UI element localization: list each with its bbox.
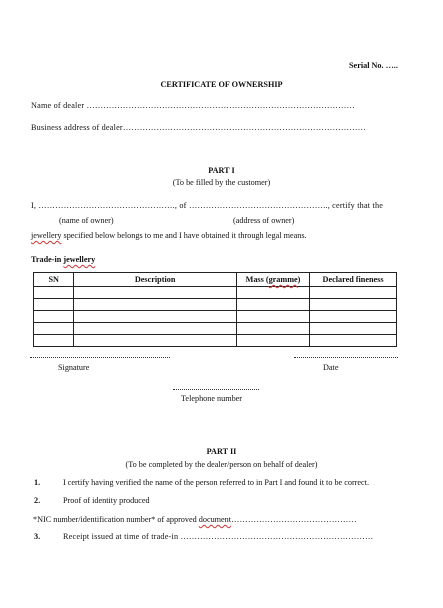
table-cell[interactable] xyxy=(74,287,237,299)
column-header-fineness: Declared fineness xyxy=(310,273,397,287)
trade-in-heading-text: Trade-in xyxy=(31,255,64,264)
part2-subheading: (To be completed by the dealer/person on behalf of dealer) xyxy=(125,460,318,469)
dealer-name-field: Name of dealer …………………………………………………………………………………… xyxy=(31,101,355,110)
dealer-address-field: Business address of dealer…………………………………………………………………………… xyxy=(31,123,367,132)
mass-header-b: gramme xyxy=(268,275,298,284)
table-row[interactable] xyxy=(34,299,397,311)
table-cell[interactable] xyxy=(310,299,397,311)
nic-document-word: document xyxy=(198,515,232,524)
nic-dots: ……………………………………… xyxy=(231,515,357,524)
serial-number: Serial No. ….. xyxy=(349,61,398,70)
table-cell[interactable] xyxy=(34,323,74,335)
table-row[interactable] xyxy=(34,323,397,335)
trade-in-heading-word: jewellery xyxy=(63,255,96,264)
owner-name-caption: (name of owner) xyxy=(59,216,114,225)
column-header-sn: SN xyxy=(34,273,74,287)
table-cell[interactable] xyxy=(74,311,237,323)
table-cell[interactable] xyxy=(34,299,74,311)
table-cell[interactable] xyxy=(236,299,309,311)
column-header-mass xyxy=(236,273,309,287)
table-cell[interactable] xyxy=(74,323,237,335)
table-cell[interactable] xyxy=(236,335,309,347)
table-cell[interactable] xyxy=(236,311,309,323)
item-1-text: I certify having verified the name of the person referred to in Part I and found it to be correct. xyxy=(63,478,369,487)
item-3-number: 3. xyxy=(34,532,41,541)
item-2-text: Proof of identity produced xyxy=(63,496,150,505)
signature-label: Signature xyxy=(58,363,90,372)
part1-heading: PART I xyxy=(208,166,235,175)
owner-name-line: I, …………………………………………., of xyxy=(31,201,187,210)
trade-in-table xyxy=(33,272,397,347)
page-title: CERTIFICATE OF OWNERSHIP xyxy=(160,80,283,89)
table-cell[interactable] xyxy=(310,287,397,299)
table-row[interactable] xyxy=(34,311,397,323)
table-header-row xyxy=(34,273,397,287)
table-row[interactable] xyxy=(34,335,397,347)
table-row[interactable] xyxy=(34,287,397,299)
table-cell[interactable] xyxy=(236,287,309,299)
table-cell[interactable] xyxy=(310,311,397,323)
declaration-text: specified below belongs to me and I have obtained it through legal means. xyxy=(61,231,307,240)
table-cell[interactable] xyxy=(310,335,397,347)
declaration-word: jewellery xyxy=(31,231,62,240)
table-cell[interactable] xyxy=(310,323,397,335)
column-header-description: Description xyxy=(74,273,237,287)
table-cell[interactable] xyxy=(74,299,237,311)
part2-heading: PART II xyxy=(206,447,237,456)
telephone-label: Telephone number xyxy=(181,394,243,403)
owner-address-line: ………………………………………….., certify that the xyxy=(189,201,384,210)
mass-header-a: Mass ( xyxy=(245,275,269,284)
item-3-text: Receipt issued at time of trade-in …………………………………………………………… xyxy=(63,532,374,541)
table-cell[interactable] xyxy=(34,335,74,347)
mass-header-c: ) xyxy=(297,275,301,284)
table-cell[interactable] xyxy=(34,311,74,323)
table-cell[interactable] xyxy=(74,335,237,347)
nic-line xyxy=(33,515,357,524)
part1-subheading: (To be filled by the customer) xyxy=(172,178,271,187)
date-label: Date xyxy=(323,363,339,372)
item-1-number: 1. xyxy=(34,478,41,487)
nic-text: *NIC number/identification number* of approved xyxy=(33,515,199,524)
item-2-number: 2. xyxy=(34,496,41,505)
telephone-line[interactable] xyxy=(173,389,259,390)
owner-address-caption: (address of owner) xyxy=(233,216,295,225)
trade-in-heading xyxy=(31,255,95,264)
table-cell[interactable] xyxy=(236,323,309,335)
table-cell[interactable] xyxy=(34,287,74,299)
declaration-line xyxy=(31,231,307,240)
signature-line[interactable] xyxy=(30,357,170,358)
date-line[interactable] xyxy=(294,357,398,358)
